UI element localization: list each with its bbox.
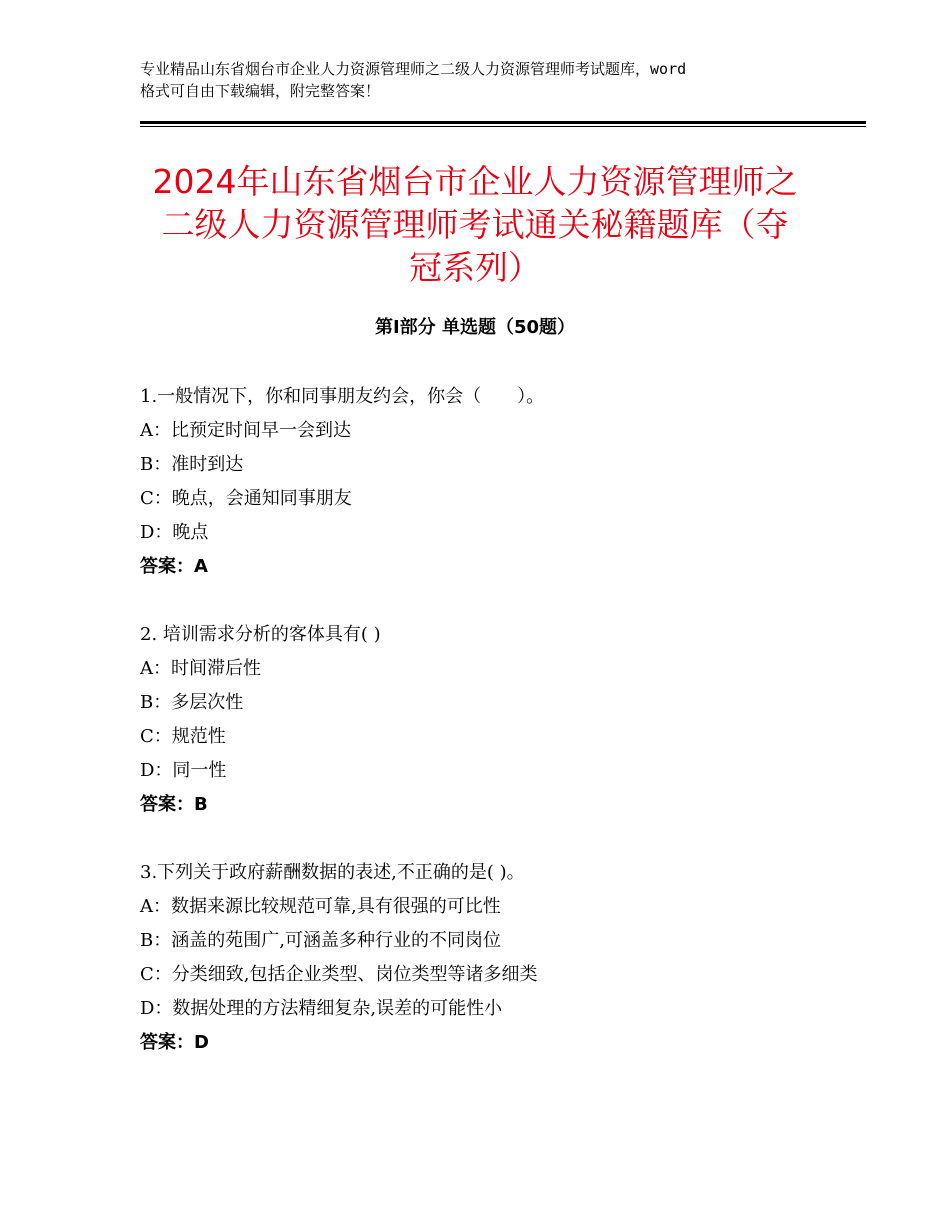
document-title-line-1: 2024年山东省烟台市企业人力资源管理师之 [152,162,798,201]
option-d: D：数据处理的方法精细复杂,误差的可能性小 [140,998,503,1019]
option-b: B：准时到达 [140,454,244,475]
option-a: A：数据来源比较规范可靠,具有很强的可比性 [140,896,501,917]
option-c: C：规范性 [140,726,226,747]
header-divider-thin [140,126,866,127]
header-note-line-1: 专业精品山东省烟台市企业人力资源管理师之二级人力资源管理师考试题库，word [140,60,687,78]
question-3 [140,858,860,1062]
header-note [140,58,830,102]
option-b: B：涵盖的苑围广,可涵盖多种行业的不同岗位 [140,930,501,951]
answer: 答案：A [140,556,208,577]
answer: 答案：B [140,794,208,815]
document-title-line-3: 冠系列） [409,248,541,287]
document-title [140,160,810,289]
header-divider-thick [140,121,866,124]
question-1 [140,382,860,586]
section-heading: 第Ⅰ部分 单选题（50题） [374,317,575,338]
answer: 答案：D [140,1032,209,1053]
document-title-line-2: 二级人力资源管理师考试通关秘籍题库（夺 [161,205,789,244]
header-note-line-2: 格式可自由下载编辑，附完整答案！ [140,82,381,100]
question-2 [140,620,860,824]
question-stem: 3.下列关于政府薪酬数据的表述,不正确的是( )。 [140,862,525,883]
option-d: D：晚点 [140,522,209,543]
option-c: C：晚点，会通知同事朋友 [140,488,352,509]
option-d: D：同一性 [140,760,227,781]
option-b: B：多层次性 [140,692,244,713]
option-a: A：时间滞后性 [140,658,261,679]
question-stem: 2. 培训需求分析的客体具有( ) [140,624,381,645]
question-stem: 1.一般情况下，你和同事朋友约会，你会（ ）。 [140,386,545,407]
option-c: C：分类细致,包括企业类型、岗位类型等诸多细类 [140,964,538,985]
question-list [140,382,860,1096]
option-a: A：比预定时间早一会到达 [140,420,351,441]
